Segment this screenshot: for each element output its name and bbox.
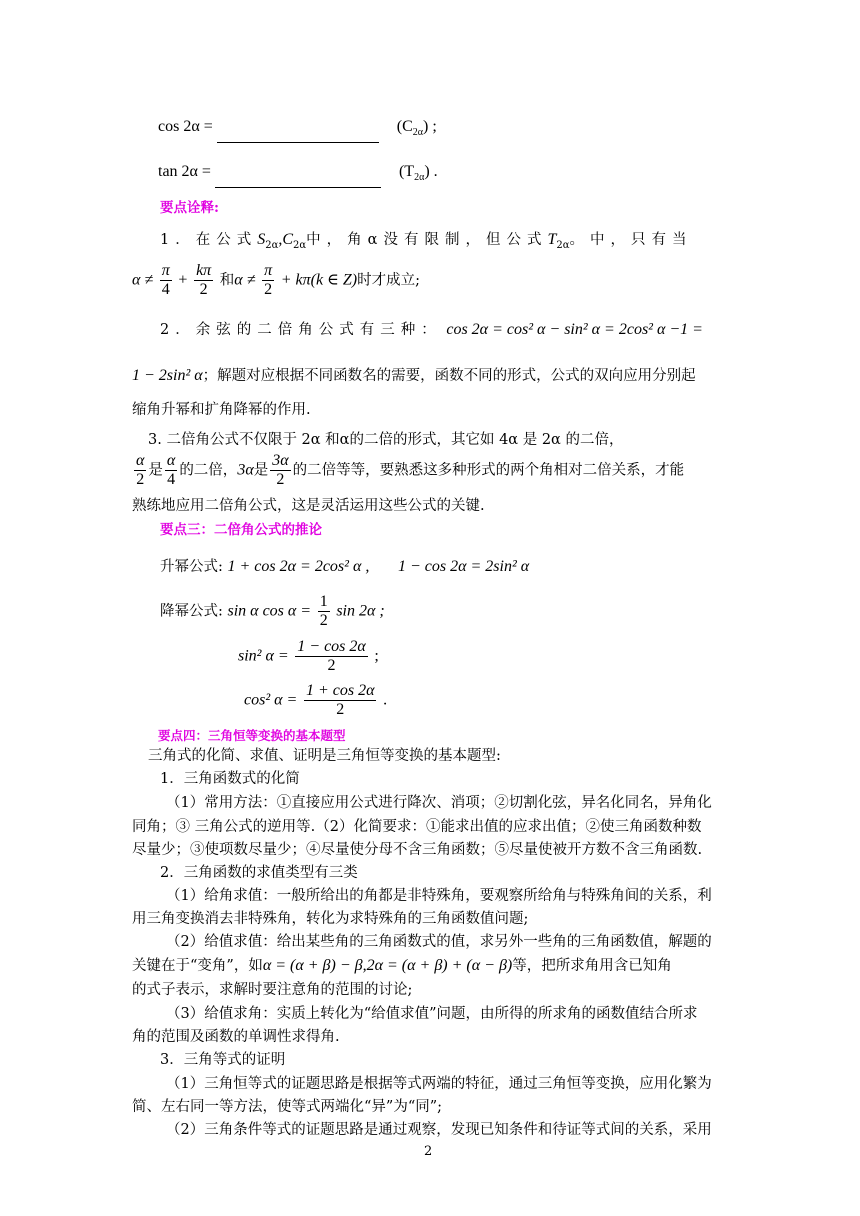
body-line: （1）三角恒等式的证题思路是根据等式两端的特征，通过三角恒等变换，应用化繁为 [166,1076,712,1092]
body-line: （2）三角条件等式的证题思路是通过观察，发现已知条件和待证等式间的关系，采用 [166,1122,712,1138]
page-number: 2 [424,1144,433,1159]
note3-line3: 熟练地应用二倍角公式，这是灵活运用这些公式的关键. [132,498,485,514]
frac-1-2: $\frac{1}{2}$ [319,593,328,629]
section-1-title: 1．三角函数式的化简 [160,771,300,787]
note1-line1: 1．在公式$S_{2\alpha},C_{2\alpha}$中，角α没有限制，但公式$T_{2\alpha}$。中，只有当 [160,231,693,251]
frac-pi-4: $\frac{\pi}{4}$ [161,262,170,298]
heading-4: 要点四：三角恒等变换的基本题型 [158,728,346,743]
body-line: 尽量少；③使项数尽量少；④尽量使分母不含三角函数；⑤尽量使被开方数不含三角函数. [132,842,703,858]
note2-line1: 2．余弦的二倍角公式有三种： cos 2α = cos² α − sin² α = 2cos² α −1 = [160,321,703,338]
note3-line1: 3. 二倍角公式不仅限于 2α 和α的二倍的形式，其它如 4α 是 2α 的二倍， [148,432,624,448]
heading-3: 要点三：二倍角公式的推论 [160,522,322,538]
body-line: （1）常用方法：①直接应用公式进行降次、消项；②切割化弦，异名化同名，异角化 [166,795,712,811]
note2-line2: 1 − 2sin² α；解题对应根据不同函数名的需要，函数不同的形式，公式的双向应用分别起 [132,367,696,384]
section-2-title: 2．三角函数的求值类型有三类 [160,865,358,881]
formula-cos2a [158,117,437,143]
body-line: （2）给值求值：给出某些角的三角函数式的值，求另外一些角的三角函数值，解题的 [166,934,712,950]
frac-kpi-2: $\frac{k\pi}{2}$ [196,262,212,298]
body-line: 关键在于“变角”，如α = (α + β) − β,2α = (α + β) + (α − β)等，把所求角用含已知角 [132,957,672,974]
heading-explain: 要点诠释: [160,200,219,216]
blank-line [217,128,379,143]
power-up-line: 升幂公式: 1 + cos 2α = 2cos² α , 1 − cos 2α = 2sin² α [160,558,530,575]
frac-a-4: $\frac{\alpha}{4}$ [166,452,176,488]
cos2a-tag: $(C_{2\alpha})$ ; [396,118,437,139]
note1-line2: α ≠ $\frac{\pi}{4}$ + $\frac{k\pi}{2}$ 和α ≠ $\frac{\pi}{2}$ + kπ(k ∈ Z)时才成立; [132,262,421,298]
cos2a-lhs: cos 2α = [158,118,213,135]
note3-line2: $\frac{\alpha}{2}$ 是 $\frac{\alpha}{4}$ 的二倍，3α是 $\frac{3\alpha}{2}$ 的二倍等等，要熟悉这多种形式的两个角相对二倍关系，才能 [136,452,685,488]
power-down-line3: cos² α = $\frac{1 + \cos 2\alpha}{2}$ . [244,682,388,718]
tan2a-tag: $(T_{2\alpha})$ . [398,163,438,184]
section-3-title: 3．三角等式的证明 [160,1052,286,1068]
frac-pi-2: $\frac{\pi}{2}$ [264,262,273,298]
body-intro: 三角式的化简、求值、证明是三角恒等变换的基本题型: [148,748,501,764]
body-line: 同角；③ 三角公式的逆用等.（2）化简要求：①能求出值的应求出值；②使三角函数种数 [132,819,702,835]
body-line: （3）给值求角：实质上转化为“给值求值”问题，由所得的所求角的函数值结合所求 [166,1006,698,1022]
formula-tan2a [158,162,438,188]
frac-sin2: $\frac{1 - \cos 2\alpha}{2}$ [297,638,366,674]
blank-line [215,173,381,188]
body-line: 角的范围及函数的单调性求得角. [132,1029,340,1045]
power-down-line1: 降幂公式: sin α cos α = $\frac{1}{2}$ sin 2α ; [160,593,385,629]
frac-cos2: $\frac{1 + \cos 2\alpha}{2}$ [305,682,375,718]
body-line: 的式子表示，求解时要注意角的范围的讨论; [132,982,413,998]
frac-3a-2: $\frac{3\alpha}{2}$ [272,452,289,488]
body-line: 用三角变换消去非特殊角，转化为求特殊角的三角函数值问题; [132,911,529,927]
body-line: 简、左右同一等方法，使等式两端化“异”为“同”; [132,1099,443,1115]
tan2a-lhs: tan 2α = [158,163,211,180]
body-line: （1）给角求值：一般所给出的角都是非特殊角，要观察所给角与特殊角间的关系，利 [166,888,712,904]
note2-line3: 缩角升幂和扩角降幂的作用. [132,402,311,418]
frac-a-2: $\frac{\alpha}{2}$ [136,452,145,488]
power-down-line2: sin² α = $\frac{1 - \cos 2\alpha}{2}$ ; [238,638,379,674]
